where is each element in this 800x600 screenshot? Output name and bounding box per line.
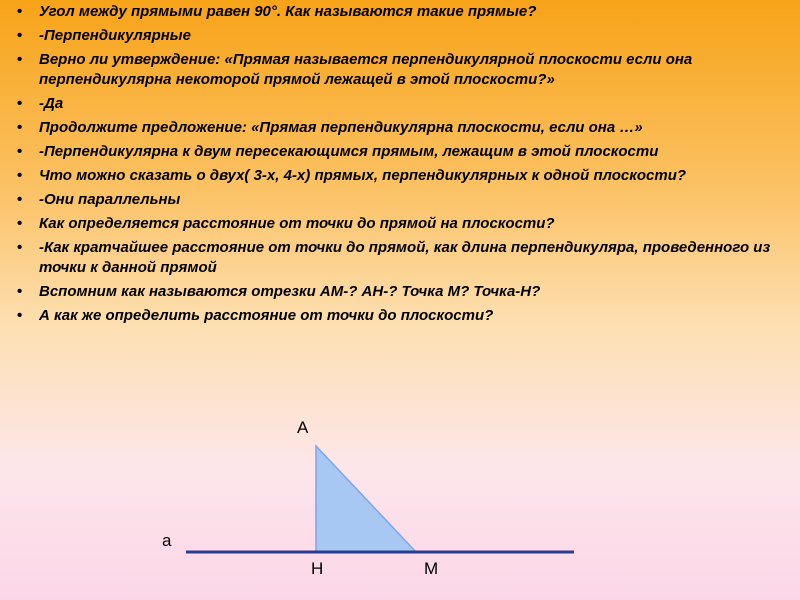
bullet: • [17, 307, 23, 324]
label-point-h: H [311, 559, 324, 578]
item-text: Угол между прямыми равен 90°. Как называются такие прямые? [39, 3, 537, 20]
bullet: • [17, 143, 23, 160]
item-text: А как же определить расстояние от точки до плоскости? [39, 307, 494, 324]
item-text: Верно ли утверждение: «Прямая называется перпендикулярной плоскости если она перпендикулярна некоторой прямой лежащей в этой плоскости?» [39, 51, 693, 88]
bullet: • [17, 27, 23, 44]
item-text: -Перпендикулярна к двум пересекающимся прямым, лежащим в этой плоскости [39, 143, 659, 160]
label-line-a: a [162, 531, 172, 550]
bullet: • [17, 3, 23, 20]
bullet: • [17, 191, 23, 208]
bullet: • [17, 215, 23, 232]
bullet: • [17, 119, 23, 136]
triangle-ahm [316, 446, 416, 552]
bullet: • [17, 239, 23, 256]
bullet: • [17, 95, 23, 112]
item-text: -Перпендикулярные [39, 27, 191, 44]
bullet: • [17, 51, 23, 68]
item-text: -Да [39, 95, 64, 112]
item-text: -Они параллельны [39, 191, 181, 208]
bullet: • [17, 283, 23, 300]
item-text: Как определяется расстояние от точки до прямой на плоскости? [39, 215, 555, 232]
item-text: Продолжите предложение: «Прямая перпендикулярна плоскости, если она …» [39, 119, 643, 136]
item-text: Что можно сказать о двух( 3-х, 4-х) прямых, перпендикулярных к одной плоскости? [39, 167, 687, 184]
item-text: -Как кратчайшее расстояние от точки до прямой, как длина перпендикуляра, проведенного из точки к данной прямой [39, 239, 771, 276]
bullet: • [17, 167, 23, 184]
label-point-m: M [424, 559, 439, 578]
label-point-a: A [297, 418, 309, 437]
item-text: Вспомним как называются отрезки АМ-? АН-? Точка М? Точка-Н? [39, 283, 541, 300]
